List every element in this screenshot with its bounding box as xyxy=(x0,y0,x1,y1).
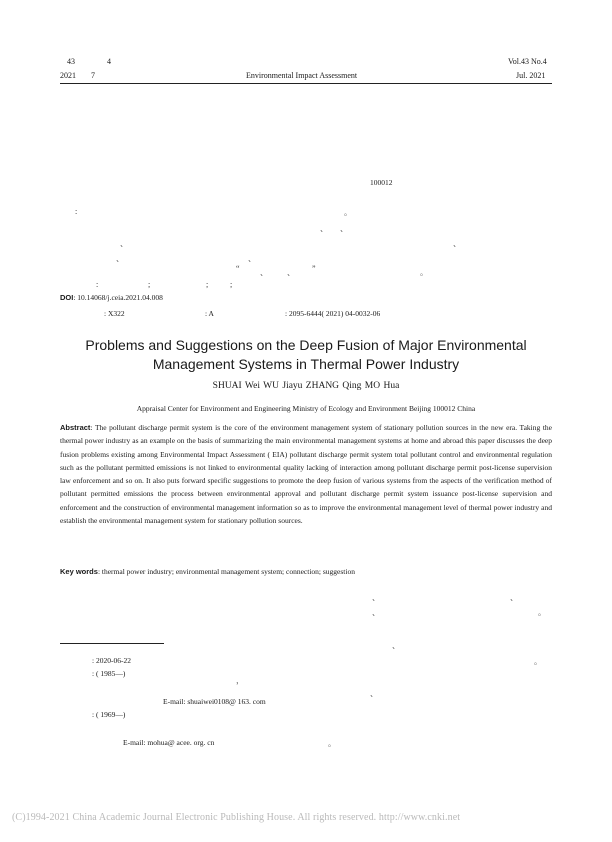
cn-mark: “ xyxy=(236,264,240,273)
header-journal-title: Environmental Impact Assessment xyxy=(246,71,358,80)
cn-mark: : xyxy=(75,207,78,216)
header-vol-no: Vol.43 No.4 xyxy=(508,57,547,66)
clc-number: : X322 xyxy=(104,309,125,318)
cn-mark: 、 xyxy=(116,254,124,263)
cn-mark: 、 xyxy=(320,224,328,233)
keywords-text: : thermal power industry; environmental management system; connection; suggestion xyxy=(97,567,355,576)
body-mark: 、 xyxy=(392,641,400,650)
header-month: 7 xyxy=(91,71,95,80)
body-mark: 。 xyxy=(538,608,546,617)
header-year: 2021 xyxy=(60,71,76,80)
cn-mark: 。 xyxy=(344,208,352,217)
doi-value: : 10.14068/j.ceia.2021.04.008 xyxy=(73,293,163,302)
cn-mark: 、 xyxy=(287,268,295,277)
footnote-mark: 、 xyxy=(370,689,378,698)
doi-label: DOI xyxy=(60,293,74,302)
header-date: Jul. 2021 xyxy=(516,71,546,80)
cn-keyword-mark: ; xyxy=(148,280,151,289)
keywords-label: Key words xyxy=(60,567,98,576)
english-keywords xyxy=(60,567,355,576)
document-code: : A xyxy=(205,309,214,318)
cn-keyword-mark: ; xyxy=(206,280,209,289)
cn-mark: 、 xyxy=(248,254,256,263)
cn-mark: 。 xyxy=(420,268,428,277)
cn-keyword-mark: : xyxy=(96,280,99,289)
cn-mark: ” xyxy=(312,264,316,273)
header-rule xyxy=(60,83,552,84)
received-date: : 2020-06-22 xyxy=(92,656,131,665)
copyright-footer: (C)1994-2021 China Academic Journal Electronic Publishing House. All rights reserved. http://www.cnki.net xyxy=(12,812,461,823)
cn-keyword-mark: ; xyxy=(230,280,233,289)
footnote-rule xyxy=(60,643,164,644)
author2-birth: : ( 1969—) xyxy=(92,710,126,719)
header-volume: 43 xyxy=(67,57,75,66)
abstract-label: Abstract xyxy=(60,423,91,432)
cn-postcode: 100012 xyxy=(370,178,393,187)
body-mark: 、 xyxy=(510,593,518,602)
footnote-mark: 。 xyxy=(328,739,336,748)
cn-mark: 、 xyxy=(340,224,348,233)
article-id: : 2095-6444( 2021) 04-0032-06 xyxy=(285,309,381,318)
cn-mark: 、 xyxy=(120,239,128,248)
footnote-mark: 。 xyxy=(534,657,542,666)
author2-email: E-mail: mohua@ acee. org. cn xyxy=(123,738,215,747)
body-mark: 、 xyxy=(372,608,380,617)
english-authors: SHUAI Wei WU Jiayu ZHANG Qing MO Hua xyxy=(212,381,400,391)
author1-email: E-mail: shuaiwei0108@ 163. com xyxy=(163,697,266,706)
author1-birth: : ( 1985—) xyxy=(92,669,126,678)
cn-mark: 、 xyxy=(453,239,461,248)
doi-line xyxy=(60,293,163,302)
abstract-text: : The pollutant discharge permit system is the core of the environment management system of stationary pollution sources in the new era. Taking the thermal power industry as an example on the basis of summarizing the main environmental management systems at home and abroad this paper discusses the deep fusion problems existing among Environmental Impact Assessment ( EIA) pollutant discharge permit system total pollutant control and environmental regulation such as the pollutant permitted emissions is not linked to environmental quality lacking of interaction among pollutant discharge permit post-license supervision law enforcement and so on. It also puts forward specific suggestions to promote the deep fusion of various systems from the aspects of the verification method of pollutant permitted emissions the process between environmental approval and pollutant discharge permit system issuance post-license supervision and enforcement and the construction of environmental management information so as to improve the environmental management level of thermal power industry and establish the environmental management system for stationary pollution sources. xyxy=(60,423,552,526)
cn-mark: 、 xyxy=(260,268,268,277)
english-abstract xyxy=(60,421,552,527)
header-issue: 4 xyxy=(107,57,111,66)
english-title: Problems and Suggestions on the Deep Fusion of Major Environmental Management Systems in Thermal Power Industry xyxy=(85,337,527,372)
body-mark: 、 xyxy=(372,593,380,602)
footnote-mark: ， xyxy=(236,676,244,685)
english-affiliation: Appraisal Center for Environment and Engineering Ministry of Ecology and Environment Beijing 100012 China xyxy=(136,404,476,413)
